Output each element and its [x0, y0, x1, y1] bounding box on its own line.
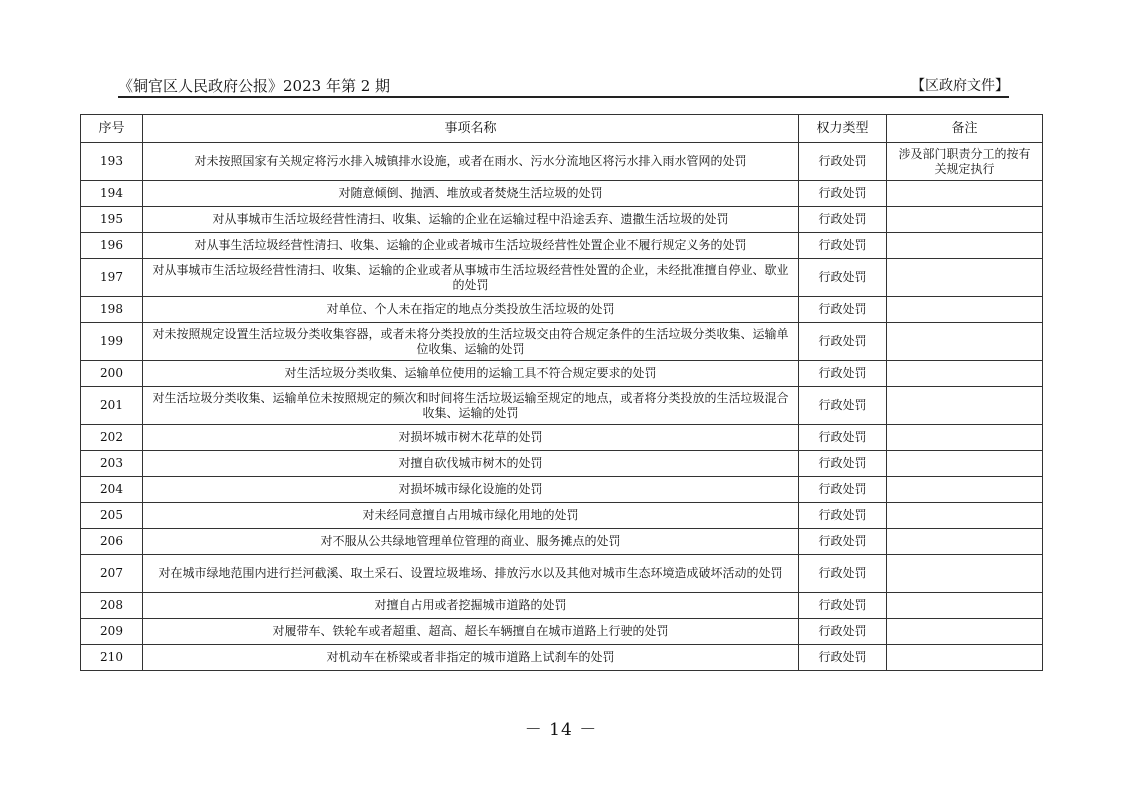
row-number: 193	[81, 143, 143, 181]
power-type: 行政处罚	[799, 477, 887, 503]
item-name: 对损坏城市绿化设施的处罚	[143, 477, 799, 503]
page-header	[118, 76, 1009, 98]
power-type: 行政处罚	[799, 451, 887, 477]
table-header-row	[81, 115, 1043, 143]
row-number: 199	[81, 323, 143, 361]
item-name: 对生活垃圾分类收集、运输单位使用的运输工具不符合规定要求的处罚	[143, 361, 799, 387]
item-name: 对损坏城市树木花草的处罚	[143, 425, 799, 451]
row-number: 200	[81, 361, 143, 387]
row-number: 195	[81, 207, 143, 233]
row-number: 203	[81, 451, 143, 477]
item-name: 对擅自占用或者挖掘城市道路的处罚	[143, 593, 799, 619]
power-type: 行政处罚	[799, 387, 887, 425]
remark	[887, 503, 1043, 529]
table-row	[81, 387, 1043, 425]
row-number: 202	[81, 425, 143, 451]
power-type: 行政处罚	[799, 425, 887, 451]
remark	[887, 645, 1043, 671]
item-name: 对不服从公共绿地管理单位管理的商业、服务摊点的处罚	[143, 529, 799, 555]
remark	[887, 451, 1043, 477]
items-table	[80, 114, 1043, 671]
item-name: 对未按照国家有关规定将污水排入城镇排水设施，或者在雨水、污水分流地区将污水排入雨水管网的处罚	[143, 143, 799, 181]
item-name: 对从事生活垃圾经营性清扫、收集、运输的企业或者城市生活垃圾经营性处置企业不履行规定义务的处罚	[143, 233, 799, 259]
remark	[887, 181, 1043, 207]
power-type: 行政处罚	[799, 361, 887, 387]
remark	[887, 555, 1043, 593]
table-row	[81, 259, 1043, 297]
remark	[887, 477, 1043, 503]
row-number: 201	[81, 387, 143, 425]
power-type: 行政处罚	[799, 555, 887, 593]
remark	[887, 361, 1043, 387]
row-number: 194	[81, 181, 143, 207]
power-type: 行政处罚	[799, 143, 887, 181]
table-row	[81, 233, 1043, 259]
table-row	[81, 425, 1043, 451]
row-number: 197	[81, 259, 143, 297]
table-row	[81, 593, 1043, 619]
power-type: 行政处罚	[799, 529, 887, 555]
remark	[887, 619, 1043, 645]
item-name: 对机动车在桥梁或者非指定的城市道路上试刹车的处罚	[143, 645, 799, 671]
table-row	[81, 323, 1043, 361]
item-name: 对未经同意擅自占用城市绿化用地的处罚	[143, 503, 799, 529]
remark	[887, 593, 1043, 619]
table-row	[81, 555, 1043, 593]
item-name: 对未按照规定设置生活垃圾分类收集容器，或者未将分类投放的生活垃圾交由符合规定条件的生活垃圾分类收集、运输单位收集、运输的处罚	[143, 323, 799, 361]
row-number: 210	[81, 645, 143, 671]
table-row	[81, 503, 1043, 529]
item-name: 对履带车、铁轮车或者超重、超高、超长车辆擅自在城市道路上行驶的处罚	[143, 619, 799, 645]
power-type: 行政处罚	[799, 181, 887, 207]
column-header-no: 序号	[81, 115, 143, 143]
item-name: 对从事城市生活垃圾经营性清扫、收集、运输的企业或者从事城市生活垃圾经营性处置的企业，未经批准擅自停业、歇业的处罚	[143, 259, 799, 297]
power-type: 行政处罚	[799, 503, 887, 529]
column-header-type: 权力类型	[799, 115, 887, 143]
remark	[887, 297, 1043, 323]
item-name: 对单位、个人未在指定的地点分类投放生活垃圾的处罚	[143, 297, 799, 323]
page-number: － 14 －	[524, 720, 598, 740]
row-number: 204	[81, 477, 143, 503]
table-row	[81, 297, 1043, 323]
item-name: 对生活垃圾分类收集、运输单位未按照规定的频次和时间将生活垃圾运输至规定的地点，或者将分类投放的生活垃圾混合收集、运输的处罚	[143, 387, 799, 425]
row-number: 205	[81, 503, 143, 529]
column-header-name: 事项名称	[143, 115, 799, 143]
row-number: 196	[81, 233, 143, 259]
publication-title: 《铜官区人民政府公报》2023 年第 2 期	[118, 77, 391, 95]
remark	[887, 207, 1043, 233]
row-number: 208	[81, 593, 143, 619]
row-number: 206	[81, 529, 143, 555]
table-row	[81, 207, 1043, 233]
table-row	[81, 361, 1043, 387]
section-label: 【区政府文件】	[911, 78, 1009, 94]
remark	[887, 323, 1043, 361]
table-row	[81, 181, 1043, 207]
remark	[887, 529, 1043, 555]
power-type: 行政处罚	[799, 645, 887, 671]
power-type: 行政处罚	[799, 323, 887, 361]
power-type: 行政处罚	[799, 207, 887, 233]
remark	[887, 387, 1043, 425]
power-type: 行政处罚	[799, 593, 887, 619]
item-name: 对在城市绿地范围内进行拦河截溪、取土采石、设置垃圾堆场、排放污水以及其他对城市生态环境造成破坏活动的处罚	[143, 555, 799, 593]
item-name: 对随意倾倒、抛洒、堆放或者焚烧生活垃圾的处罚	[143, 181, 799, 207]
power-type: 行政处罚	[799, 619, 887, 645]
row-number: 209	[81, 619, 143, 645]
power-type: 行政处罚	[799, 259, 887, 297]
remark: 涉及部门职责分工的按有关规定执行	[887, 143, 1043, 181]
table-row	[81, 477, 1043, 503]
power-type: 行政处罚	[799, 297, 887, 323]
power-type: 行政处罚	[799, 233, 887, 259]
table-row	[81, 645, 1043, 671]
remark	[887, 233, 1043, 259]
item-name: 对擅自砍伐城市树木的处罚	[143, 451, 799, 477]
row-number: 207	[81, 555, 143, 593]
item-name: 对从事城市生活垃圾经营性清扫、收集、运输的企业在运输过程中沿途丢弃、遗撒生活垃圾的处罚	[143, 207, 799, 233]
table-row	[81, 143, 1043, 181]
remark	[887, 259, 1043, 297]
table-row	[81, 619, 1043, 645]
row-number: 198	[81, 297, 143, 323]
column-header-note: 备注	[887, 115, 1043, 143]
table-row	[81, 529, 1043, 555]
remark	[887, 425, 1043, 451]
table-row	[81, 451, 1043, 477]
